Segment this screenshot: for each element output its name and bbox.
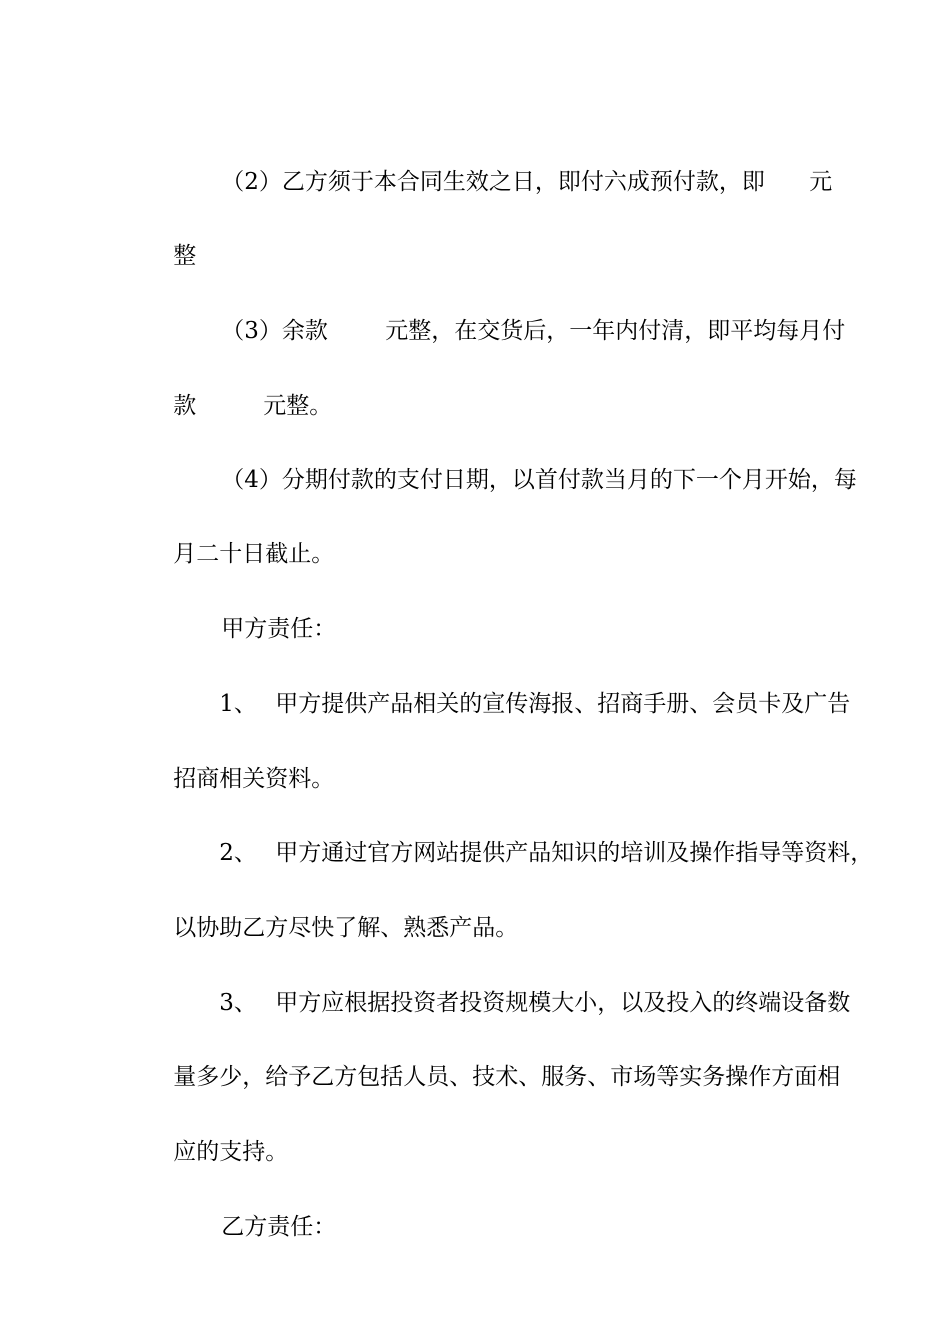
clause-3-line-1b <box>356 286 845 376</box>
item-number: 3、 <box>219 990 257 1016</box>
party-b-heading <box>192 1182 336 1272</box>
party-a-heading-text: 甲方责任： <box>221 616 337 642</box>
clause-3-text-c: 款 <box>173 393 197 419</box>
clause-2-text: （2）乙方须于本合同生效之日，即付六成预付款，即 <box>221 169 765 195</box>
item-text: 甲方应根据投资者投资规模大小，以及投入的终端设备数 <box>275 990 851 1016</box>
clause-3-text-a: （3）余款 <box>221 318 328 344</box>
clause-2-yuan <box>780 137 832 227</box>
clause-2-zheng: 整 <box>173 243 197 269</box>
item-text: 以协助乙方尽快了解、熟悉产品。 <box>173 915 519 941</box>
clause-2-line-1 <box>192 137 765 227</box>
clause-4-text-b: 月二十日截止。 <box>173 541 335 567</box>
item-number: 2、 <box>219 840 257 866</box>
clause-2-unit: 元 <box>809 169 833 195</box>
clause-3-text-b: 元整，在交货后，一年内付清，即平均每月付 <box>385 318 846 344</box>
item-text: 甲方通过官方网站提供产品知识的培训及操作指导等资料， <box>275 840 874 866</box>
item-text: 甲方提供产品相关的宣传海报、招商手册、会员卡及广告 <box>275 691 851 717</box>
item-number: 1、 <box>219 691 257 717</box>
clause-3-text-d: 元整。 <box>263 393 333 419</box>
item-text: 应的支持。 <box>173 1139 289 1165</box>
party-b-heading-text: 乙方责任： <box>221 1214 337 1240</box>
item-text: 招商相关资料。 <box>173 766 335 792</box>
item-text: 量多少，给予乙方包括人员、技术、服务、市场等实务操作方面相 <box>173 1064 841 1090</box>
party-a-item-1-line-1 <box>246 659 850 749</box>
clause-3-line-2a <box>144 361 196 451</box>
clause-2-line-2 <box>144 211 196 301</box>
clause-4-text-a: （4）分期付款的支付日期，以首付款当月的下一个月开始，每 <box>221 467 857 493</box>
